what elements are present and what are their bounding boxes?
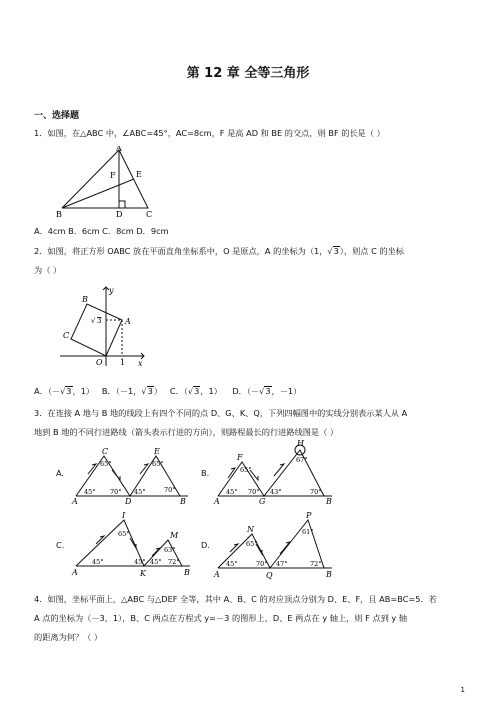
q1-label-c: C [146, 210, 153, 218]
question-1-options: A．4cm B．6cm C．8cm D．9cm [34, 226, 169, 236]
q3a-angle-6: 70° [164, 486, 176, 494]
q3-figure-b [212, 440, 340, 508]
q3d-label-n: N [247, 525, 254, 534]
q2-label-a: A [125, 317, 131, 326]
q3c-angle-6: 72° [168, 558, 180, 566]
q3a-angle-2: 65° [100, 460, 112, 468]
question-2-options: A．（－√3，1） B．（－1，√3） C．（√3，1） D．（－√3，－1） [34, 386, 302, 396]
q3b-angle-4: 43° [270, 488, 282, 496]
q3c-angle-2: 45° [92, 558, 104, 566]
q3b-angle-3: 70° [248, 488, 260, 496]
q3d-angle-3: 70° [256, 560, 268, 568]
svg-text:√: √ [91, 317, 96, 325]
q3-figure-c [70, 512, 198, 580]
question-1-text: 1．如图，在△ABC 中，∠ABC=45°，AC=8cm，F 是高 AD 和 BE 的交点，则 BF 的长是（ ） [34, 128, 385, 138]
q1-label-a: A [116, 146, 122, 153]
q3d-angle-2: 45° [226, 560, 238, 568]
page-title: 第 12 章 全等三角形 [186, 66, 310, 81]
q3a-angle-4: 45° [134, 488, 146, 496]
question-4-text-line2: A 点的坐标为（－3，1），B、C 两点在方程式 y=－3 的图形上，D、E 两点在 y 轴上，则 F 点到 y 轴 [34, 613, 408, 623]
question-2-text-line1: 2．如图，将正方形 OABC 放在平面直角坐标系中，O 是原点，A 的坐标为（1，√3），则点 C 的坐标 [34, 246, 404, 256]
q2-axis-y: y [109, 286, 114, 295]
q3a-angle-1: 45° [84, 488, 96, 496]
q3a-label-e: E [154, 447, 160, 456]
q2-text-part1: 2．如图，将正方形 OABC 放在平面直角坐标系中，O 是原点，A 的坐标为（1， [34, 246, 328, 256]
q3d-angle-1: 65° [246, 540, 258, 548]
q2-label-c: C [63, 331, 70, 340]
q1-label-e: E [136, 170, 142, 179]
question-2-text-line2: 为（ ） [34, 265, 62, 275]
q3b-label-a: A [214, 497, 220, 506]
q2-opt-a-suffix: ，1） [72, 386, 95, 396]
question-3-text-line1: 3．在连接 A 地与 B 地的线段上有四个不同的点 D、G、K、Q，下列四幅图中的实线分别表示某人从 A [34, 408, 408, 418]
q3-figure-a [70, 446, 198, 508]
q2-axis-x: x [138, 359, 143, 368]
q3-option-d-label: D. [201, 540, 210, 550]
q3a-label-a: A [72, 497, 78, 506]
q3a-angle-3: 70° [110, 488, 122, 496]
q2-opt-c-prefix: C．（ [169, 386, 188, 396]
q3d-label-p: P [306, 512, 312, 520]
q1-label-f: F [110, 171, 116, 180]
q3b-angle-1: 65° [240, 466, 252, 474]
q3b-label-g: G [259, 497, 266, 506]
q1-triangle-figure [56, 146, 166, 218]
q3c-angle-4: 63° [164, 546, 176, 554]
q3d-label-a: A [214, 570, 220, 579]
q1-label-d: D [116, 210, 123, 218]
q3a-label-b: B [180, 497, 186, 506]
question-3-text-line2: 地到 B 地的不同行进路线（箭头表示行进的方向），则路程最长的行进路线图是（ ） [34, 427, 339, 437]
page-number: 1 [460, 686, 465, 694]
q2-opt-b-sqrt: 3 [147, 386, 153, 396]
q2-text-part3: ），则点 C 的坐标 [339, 246, 404, 256]
q2-opt-d-sqrt: 3 [265, 386, 271, 396]
q3c-label-i: I [122, 512, 126, 520]
q2-label-one: 1 [120, 358, 126, 367]
q2-opt-a-prefix: A．（－ [34, 386, 61, 396]
q2-opt-b-prefix: B．（－1， [101, 386, 142, 396]
q2-opt-b-suffix: ） [153, 386, 163, 396]
section-heading: 一、选择题 [34, 111, 80, 121]
q3-option-b-label: B. [201, 468, 210, 478]
q3-figure-d [212, 512, 340, 582]
q3b-label-h: H [297, 440, 304, 448]
q2-opt-c-suffix: ，1） [200, 386, 222, 396]
q3b-angle-2: 45° [226, 488, 238, 496]
q2-sqrt-value: 3 [333, 246, 339, 256]
q3b-label-b: B [326, 497, 332, 506]
q3b-label-f: F [237, 453, 243, 462]
q2-opt-c-sqrt: 3 [194, 386, 200, 396]
question-4-text-line3: 的距离为何？（ ） [34, 632, 103, 642]
q3-option-a-label: A. [56, 468, 65, 478]
q2-opt-d-prefix: D．（－ [232, 386, 260, 396]
q3d-label-q: Q [266, 571, 273, 580]
q3b-angle-6: 70° [310, 488, 322, 496]
q3c-angle-3: 45° [134, 558, 146, 566]
q3a-angle-5: 65° [152, 460, 164, 468]
q3d-angle-5: 61° [302, 528, 314, 536]
q3c-angle-1: 65° [118, 530, 130, 538]
q3d-label-b: B [326, 570, 332, 579]
q2-label-b: B [82, 295, 88, 304]
q1-label-b: B [56, 210, 62, 218]
q2-coordinate-figure [58, 284, 150, 368]
q2-label-o: O [96, 358, 103, 367]
q3a-label-c: C [102, 447, 109, 456]
question-4-text-line1: 4．如图，坐标平面上，△ABC 与△DEF 全等，其中 A、B、C 的对应顶点分别为 D、E、F，且 AB=BC=5．若 [34, 594, 437, 604]
q2-opt-d-suffix: ，－1） [271, 386, 302, 396]
q3c-label-a: A [72, 568, 78, 577]
q3d-angle-6: 72° [310, 560, 322, 568]
q2-label-sqrt3: 3 [97, 317, 102, 325]
q3a-label-d: D [125, 497, 132, 506]
q3b-angle-5: 67° [296, 456, 308, 464]
q3c-angle-5: 45° [150, 558, 162, 566]
q3c-label-b: B [184, 568, 190, 577]
q3d-angle-4: 47° [276, 560, 288, 568]
q3c-label-m: M [170, 531, 179, 540]
q2-opt-a-sqrt: 3 [66, 386, 72, 396]
q3c-label-k: K [140, 569, 146, 578]
q3-option-c-label: C. [56, 540, 65, 550]
